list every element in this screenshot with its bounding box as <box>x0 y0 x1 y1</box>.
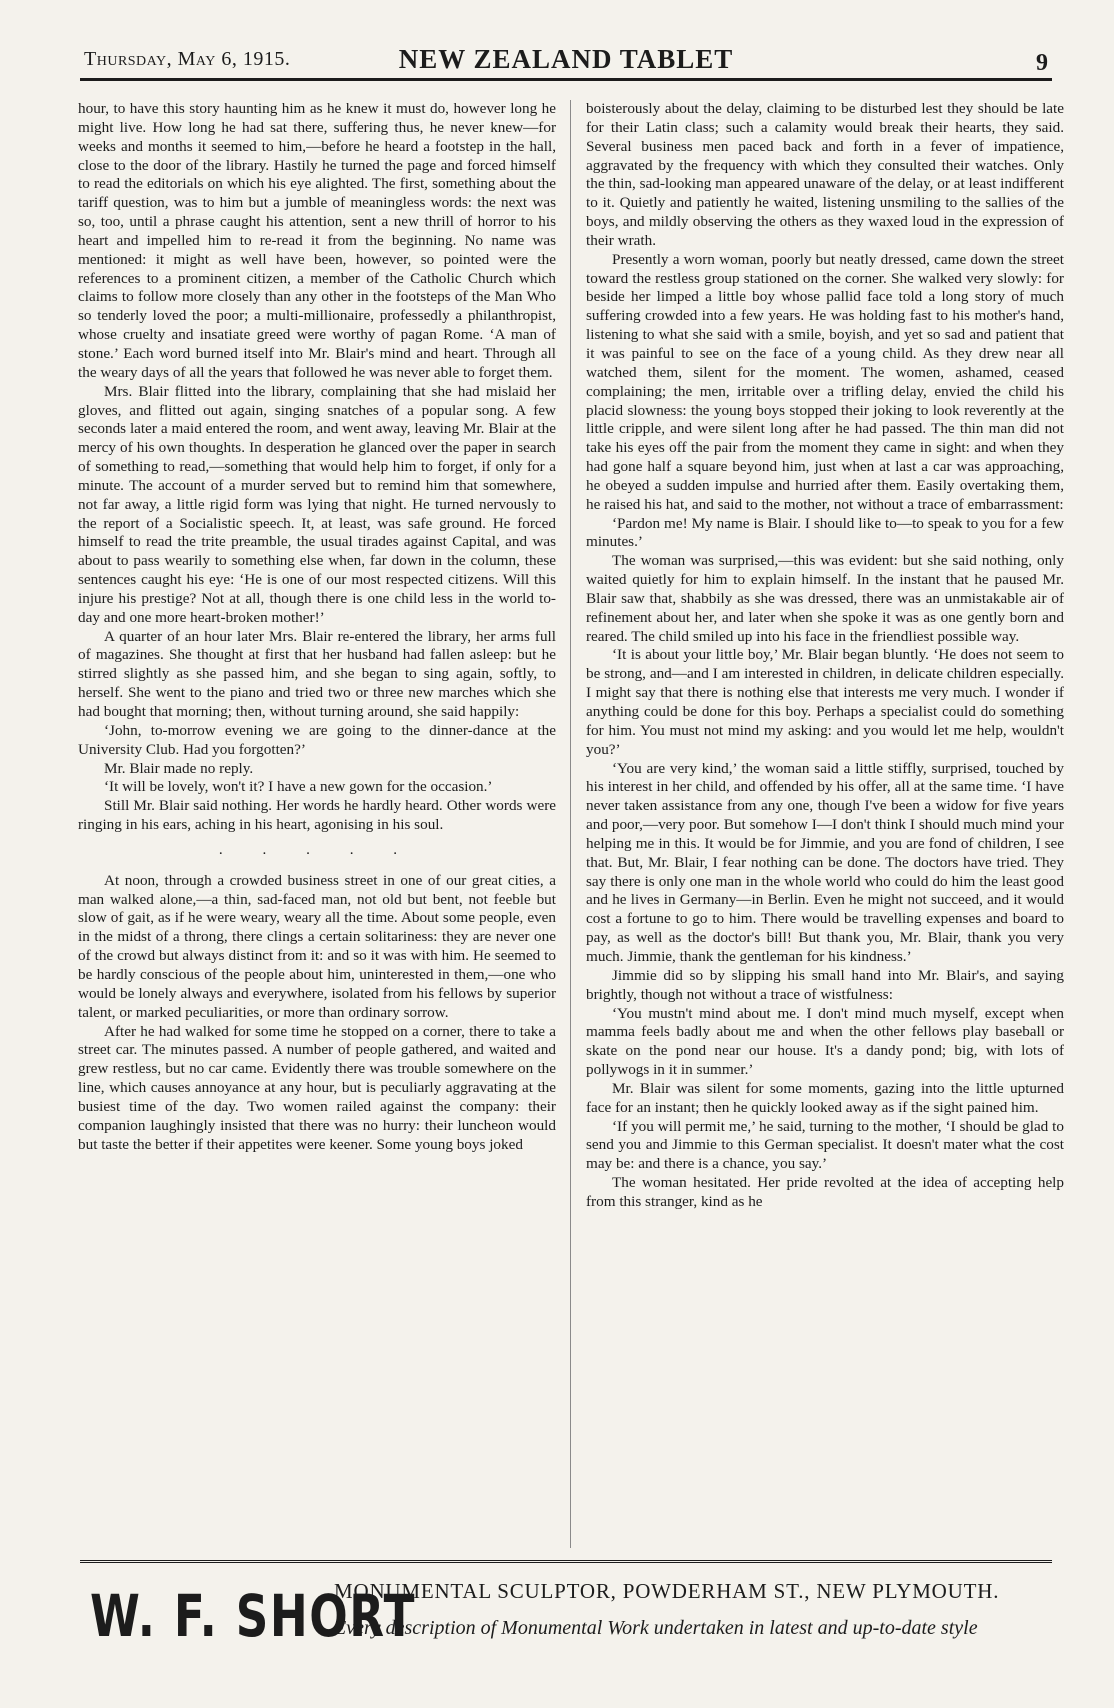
paragraph: ‘If you will permit me,’ he said, turning to the mother, ‘I should be glad to send you and Jimmie to this German specialist. It doesn't mater what the cost may be: and there is a chance, you say.’ <box>586 1117 1064 1173</box>
advertisement <box>80 1560 1052 1671</box>
paragraph: Presently a worn woman, poorly but neatly dressed, came down the street toward the restless group stationed on the corner. She walked very slowly: for beside her limped a little boy whose pallid face told a long story of much suffering crowded into a few years. He was holding fast to his mother's hand, listening to what she said with a smile, boyish, and yet so sad and patient that it was painful to see on the face of a young child. As they drew near all watched them, silent for the moment. The women, ashamed, ceased complaining; the men, irritable over a trifling delay, envied the child his placid slowness: the young boys stopped their joking to look reverently at the little cripple, and were silent long after he had passed. The thin man did not take his eyes off the pair from the moment they came in sight: and when they had gone half a square beyond him, just when at last a car was approaching, he obeyed a sudden impulse and hurried after them. Easily overtaking them, he raised his hat, and said to the mother, not without a trace of embarrassment: <box>586 250 1064 513</box>
page-header <box>80 44 1052 81</box>
paragraph: Mrs. Blair flitted into the library, complaining that she had mislaid her gloves, and flitted out again, singing snatches of a popular song. A few seconds later a maid entered the room, and went away, leaving Mr. Blair at the mercy of his own thoughts. In desperation he glanced over the paper in search of something to read,—something that would help him to forget, if only for a minute. The account of a murder served but to remind him that somewhere, not far away, a little rigid form was lying that night. He turned nervously to the report of a Socialistic speech. It, at least, was safe ground. He forced himself to read the trite preamble, the usual tirades against Capital, and was about to pass wearily to something else when, far down in the column, these sentences caught his eye: ‘He is one of our most respected citizens. Will this injure his prestige? Not at all, though there is one child less in the world to-day and one more heart-broken mother!’ <box>78 382 556 626</box>
paragraph: ‘You mustn't mind about me. I don't mind much myself, except when mamma feels badly about me and when the other fellows play baseball or skate on the pond near our house. It's a dandy pond; big, with lots of pollywogs in it in summer.’ <box>586 1004 1064 1079</box>
right-column <box>586 100 1064 1548</box>
column-divider <box>570 100 571 1548</box>
paragraph: ‘You are very kind,’ the woman said a little stiffly, surprised, touched by his interest in her child, and offended by his offer, all at the same time. ‘I have never taken assistance from any one, though I've been a widow for five years and poor,—very poor. But somehow I—I don't think I should much mind your helping me in this. It would be for Jimmie, and you are fond of children, I see that. But, Mr. Blair, I fear nothing can be done. The doctors have tried. They say there is only one man in the whole world who could do him the least good and he lives in Germany—in Berlin. Even he might not succeed, and it would cost a fortune to go to him. There would be travelling expenses and board to pay, as well as the doctor's bill! But thank you, Mr. Blair, thank you very much. Jimmie, thank the gentleman for his kindness.’ <box>586 759 1064 965</box>
paragraph: ‘It is about your little boy,’ Mr. Blair began bluntly. ‘He does not seem to be strong, and—and I am interested in children, in delicate children especially. I might say that there is nothing else that interests me very much. I wonder if anything could be done for this boy. Perhaps a specialist could do something for him. You must not mind my asking: and you would let me help, wouldn't you?’ <box>586 646 1064 758</box>
paragraph: hour, to have this story haunting him as he knew it must do, however long he might live. How long he had sat there, suffering thus, he never knew—for weeks and months it seemed to him,—before he heard a footstep in the hall, close to the door of the library. Hastily he turned the page and forced himself to read the editorials on which his eye alighted. The first, something about the tariff question, was to him but a jumble of meaningless words: the next was so, too, until a phrase caught his attention, sent a new thrill of horror to his heart and impelled him to re-read it from the beginning. No name was mentioned: it might as well have been, however, so pointed were the references to a prominent citizen, a member of the Catholic Church which claims to follow more closely than any other in the footsteps of the Man Who so tenderly loved the poor; a multi-millionaire, professedly a philanthropist, whose cruelty and insatiate greed were worthy of pagan Rome. ‘A man of stone.’ Each word burned itself into Mr. Blair's mind and heart. Through all the weary days of all the years that followed he was never able to forget them. <box>78 100 556 381</box>
page-number: 9 <box>1036 50 1048 76</box>
left-column <box>78 100 556 1548</box>
paragraph: After he had walked for some time he stopped on a corner, there to take a street car. The minutes passed. A number of people gathered, and waited and grew restless, but no car came. Evidently there was trouble somewhere on the line, which causes annoyance at any hour, but is peculiarly aggravating at the busiest time of the day. Two women railed against the company: their companion laughingly insisted that there was no hurry: their luncheon would but taste the better if their appetites were keener. Some young boys joked <box>78 1022 556 1153</box>
paragraph: Mr. Blair made no reply. <box>104 759 254 777</box>
paragraph: boisterously about the delay, claiming to be disturbed lest they should be late for their Latin class; such a calamity would break their hearts, they said. Several business men paced back and forth in a fever of impatience, aggravated by the frequency with which they consulted their watches. Only the thin, sad-looking man appeared unaware of the delay, or at least indifferent to it. Quietly and patiently he waited, listening unsmiling to the sallies of the boys, and mildly observing the others as they waxed loud in the expression of their wrath. <box>586 100 1064 249</box>
paragraph: ‘John, to-morrow evening we are going to the dinner-dance at the University Club. Had you forgotten?’ <box>78 721 556 758</box>
advertiser-name: W. F. SHORT <box>90 1582 417 1650</box>
paragraph: The woman was surprised,—this was evident: but she said nothing, only waited quietly for him to explain himself. In the instant that he paused Mr. Blair saw that, shabbily as she was dressed, there was an unmistakable air of refinement about her, and later when she spoke it was as one gently born and reared. The child smiled up into his face in the friendliest possible way. <box>586 552 1064 645</box>
paragraph: Still Mr. Blair said nothing. Her words he hardly heard. Other words were ringing in his ears, aching in his heart, agonising in his soul. <box>78 797 556 834</box>
paragraph: A quarter of an hour later Mrs. Blair re-entered the library, her arms full of magazines. She thought at first that her husband had fallen asleep: but he stirred slightly as she passed him, and she began to sing again, softly, to herself. She went to the piano and tried two or three new marches which she had bought that morning; then, without turning around, she said happily: <box>78 627 556 720</box>
paragraph: The woman hesitated. Her pride revolted at the idea of accepting help from this stranger, kind as he <box>586 1174 1064 1210</box>
newspaper-title: NEW ZEALAND TABLET <box>398 44 734 74</box>
paragraph: ‘It will be lovely, won't it? I have a new gown for the occasion.’ <box>104 778 493 796</box>
section-break: . . . . . <box>218 840 416 858</box>
paragraph: At noon, through a crowded business street in one of our great cities, a man walked alone,—a thin, sad-faced man, not old but bent, not feeble but slow of gait, as if he were weary, weary all the time. About some people, even in the midst of a throng, there clings a certain solitariness: they are never one of the crowd but always distinct from it: and so it was with him. He seemed to be hardly conscious of the people about him, uninterested in them,—one who would be lonely always and everywhere, isolated from his fellows by superior talent, or marked peculiarities, or more than ordinary sorrow. <box>78 871 556 1021</box>
paragraph: Jimmie did so by slipping his small hand into Mr. Blair's, and saying brightly, though not without a trace of wistfulness: <box>586 966 1064 1003</box>
paragraph: Mr. Blair was silent for some moments, gazing into the little upturned face for an instant; then he quickly looked away as if the sight pained him. <box>586 1079 1064 1116</box>
paragraph: ‘Pardon me! My name is Blair. I should like to—to speak to you for a few minutes.’ <box>586 514 1064 551</box>
advertiser-tagline: Every description of Monumental Work undertaken in latest and up-to-date style <box>334 1617 978 1639</box>
advertiser-address: MONUMENTAL SCULPTOR, POWDERHAM ST., NEW PLYMOUTH. <box>334 1579 1000 1603</box>
issue-date: Thursday, May 6, 1915. <box>84 48 291 70</box>
